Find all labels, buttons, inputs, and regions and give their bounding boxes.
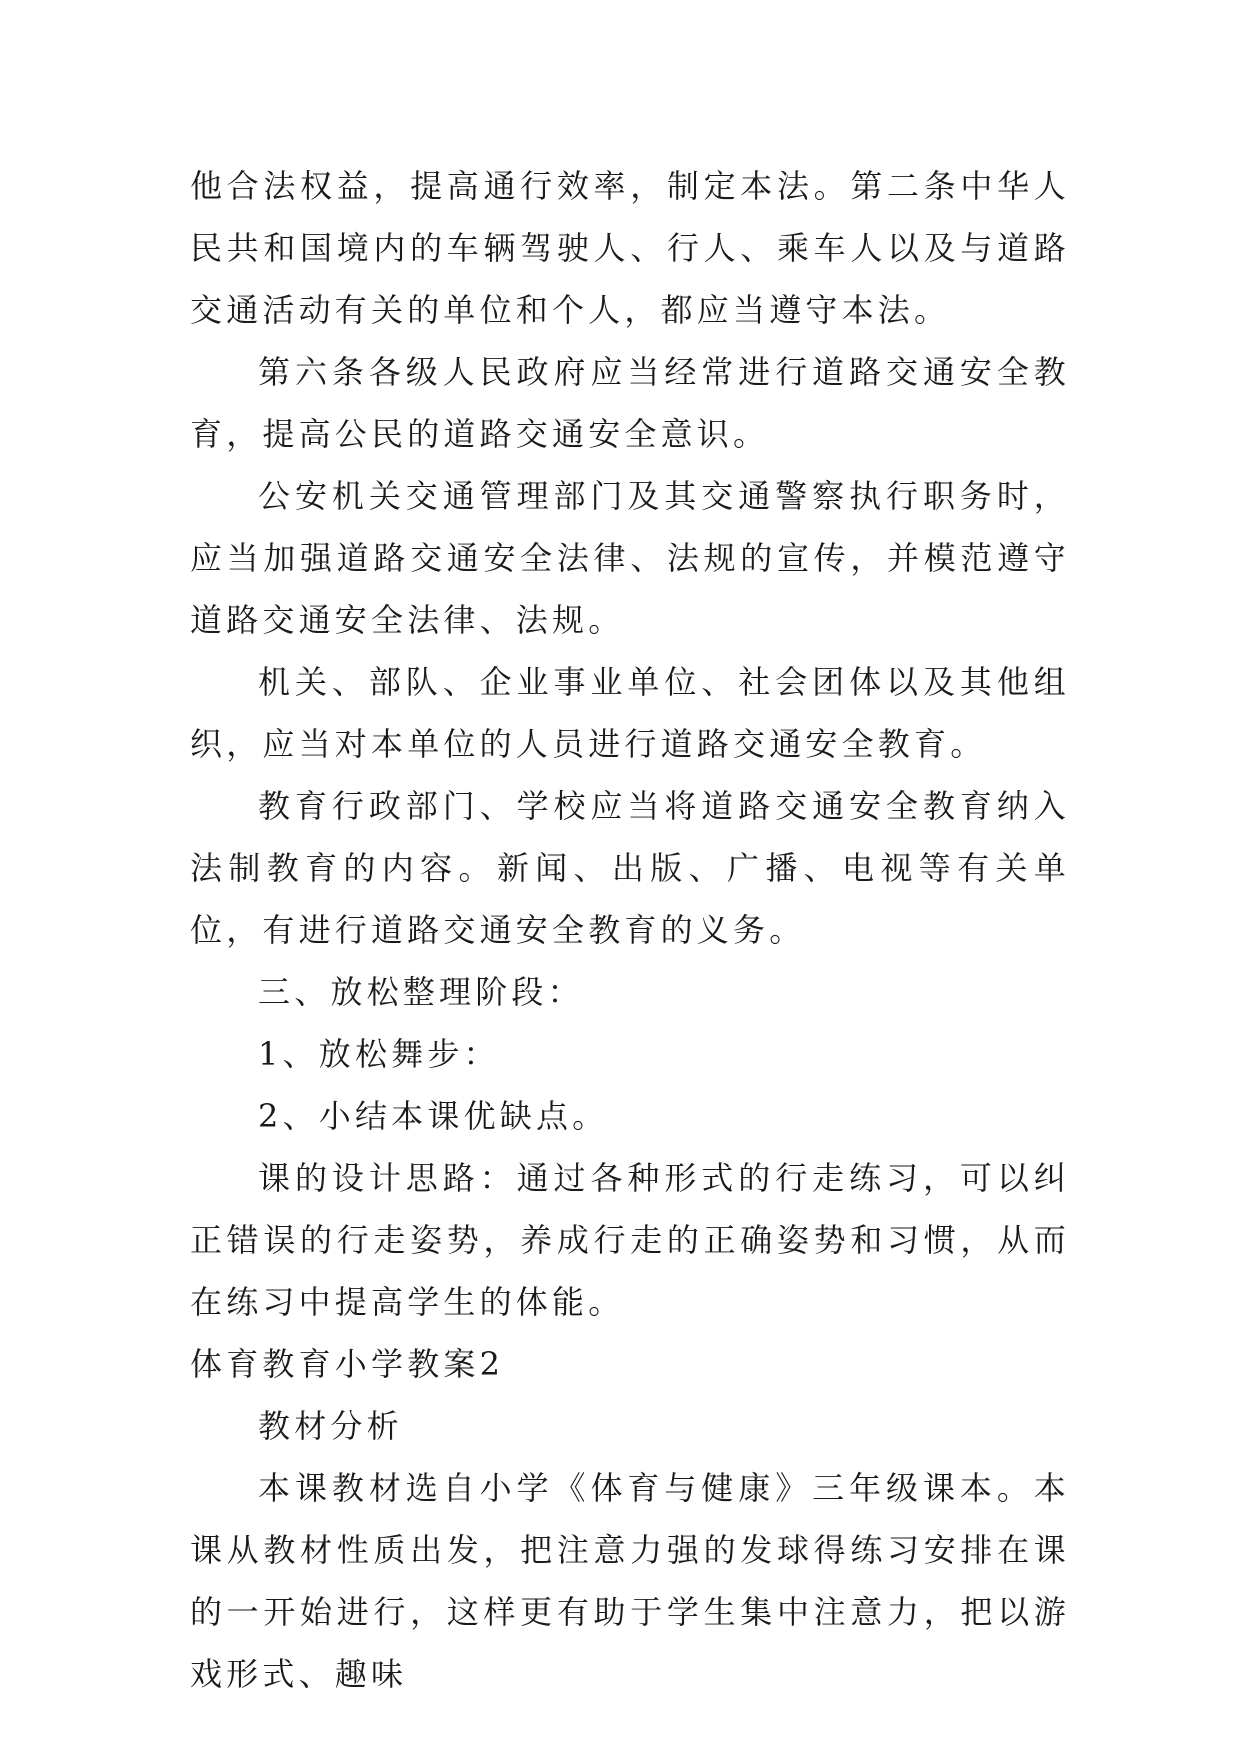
list-item-2: 2、小结本课优缺点。: [258, 1097, 609, 1135]
section-title: 体育教育小学教案2: [190, 1345, 505, 1383]
paragraph-2: 第六条各级人民政府应当经常进行道路交通安全教育，提高公民的道路交通安全意识。: [190, 353, 1070, 453]
list-item-1: 1、放松舞步：: [258, 1035, 500, 1073]
design-idea-paragraph: 课的设计思路：通过各种形式的行走练习，可以纠正错误的行走姿势，养成行走的正确姿势和习惯，从而在练习中提高学生的体能。: [190, 1159, 1070, 1321]
paragraph-5: 教育行政部门、学校应当将道路交通安全教育纳入法制教育的内容。新闻、出版、广播、电视等有关单位，有进行道路交通安全教育的义务。: [190, 787, 1070, 949]
paragraph-3: 公安机关交通管理部门及其交通警察执行职务时，应当加强道路交通安全法律、法规的宣传，并模范遵守道路交通安全法律、法规。: [190, 477, 1070, 639]
paragraph-4: 机关、部队、企业事业单位、社会团体以及其他组织，应当对本单位的人员进行道路交通安全教育。: [190, 663, 1070, 763]
document-page: [190, 155, 1070, 1705]
section-heading-relax: 三、放松整理阶段：: [258, 973, 584, 1011]
last-paragraph: 本课教材选自小学《体育与健康》三年级课本。本课从教材性质出发，把注意力强的发球得练习安排在课的一开始进行，这样更有助于学生集中注意力，把以游戏形式、趣味: [190, 1469, 1070, 1693]
subheading: 教材分析: [258, 1407, 403, 1445]
paragraph-1: 他合法权益，提高通行效率，制定本法。第二条中华人民共和国境内的车辆驾驶人、行人、乘车人以及与道路交通活动有关的单位和个人，都应当遵守本法。: [190, 167, 1070, 329]
